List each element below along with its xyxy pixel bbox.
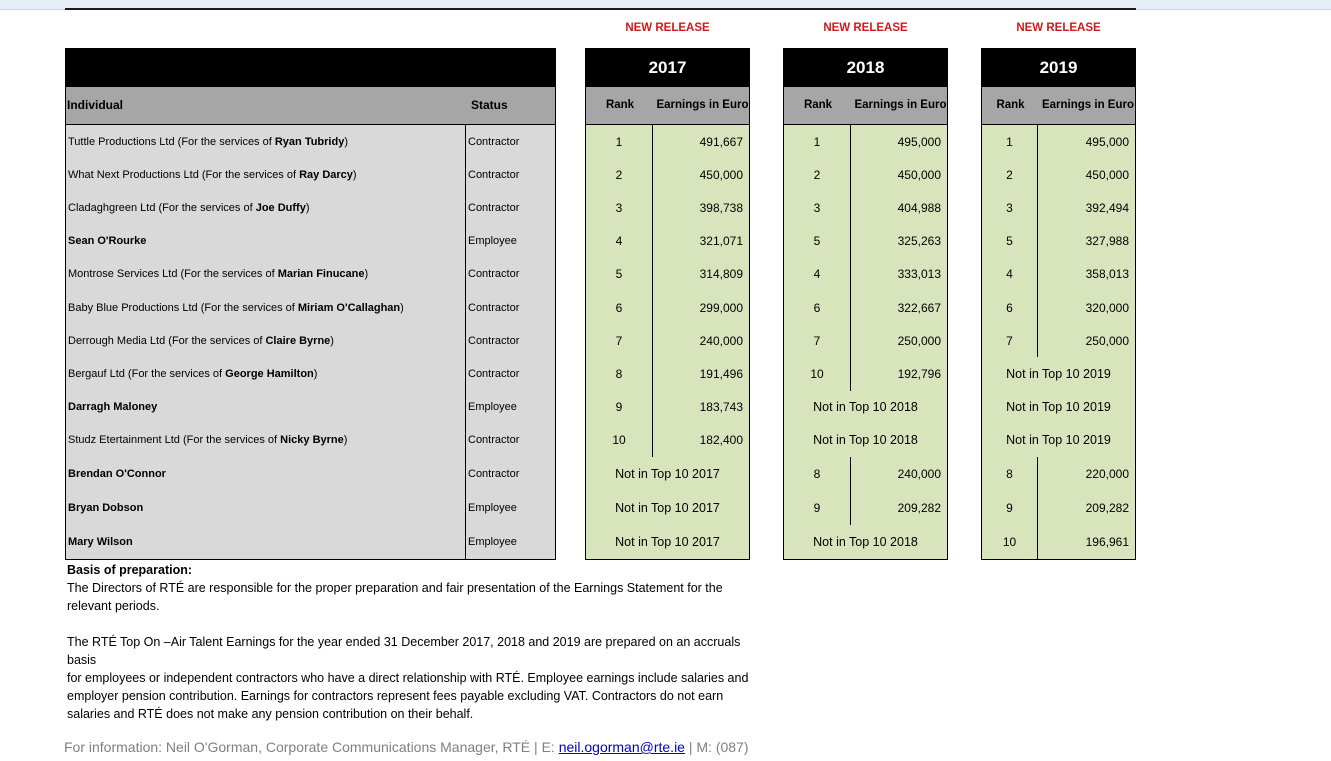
earnings-cell: 495,000 [851,125,948,159]
status-cell: Contractor [466,125,556,159]
individual-cell [65,225,466,259]
rank-cell: 8 [783,457,851,492]
status-cell: Employee [466,391,556,425]
earnings-cell: 392,494 [1038,191,1136,225]
rank-cell: 7 [783,324,851,358]
rank-cell: 5 [783,225,851,259]
footer-prefix: For information: Neil O'Gorman, Corporate Communications Manager, RTÉ | E: [64,739,559,755]
earnings-cell: 321,071 [653,225,750,259]
earnings-cell: 209,282 [1038,491,1136,526]
contact-footer [64,739,749,755]
earnings-cell: 398,738 [653,191,750,225]
individual-cell: Tuttle Productions Ltd (For the services of Ryan Tubridy ) [65,125,466,159]
earnings-cell: 450,000 [653,158,750,192]
individual-cell: Bergauf Ltd (For the services of George Hamilton ) [65,357,466,391]
notes-p2-line1: The RTÉ Top On –Air Talent Earnings for the year ended 31 December 2017, 2018 and 2019 are prepared on an accruals basis [67,635,741,667]
earnings-header: Earnings in Euro [1041,99,1134,111]
individual-cell: Montrose Services Ltd (For the services of Marian Finucane ) [65,258,466,292]
individual-name: Claire Byrne [265,334,331,347]
rank-cell: 1 [783,125,851,159]
individual-cell: Derrough Media Ltd (For the services of Claire Byrne ) [65,324,466,358]
rank-cell: 4 [585,225,653,259]
notes-p2-line2: for employees or independent contractors who have a direct relationship with RTÉ. Employee earnings include salaries and [67,671,749,685]
status-cell: Contractor [466,324,556,358]
earnings-cell: 333,013 [851,258,948,292]
new-release-label: NEW RELEASE [823,22,908,34]
rank-cell: 2 [981,158,1038,192]
status-header: Status [471,98,508,112]
notes-p2-line3: employer pension contribution. Earnings for contractors represent fees payable excluding VAT. Contractors do not earn [67,689,724,703]
earnings-cell: 191,496 [653,357,750,391]
individual-header: Individual [67,98,124,112]
earnings-cell: 250,000 [1038,324,1136,358]
not-in-top10-cell: Not in Top 10 2017 [585,457,750,492]
year-subheader [783,87,948,125]
individual-cell [65,525,466,560]
rank-cell: 4 [783,258,851,292]
individual-name: Mary Wilson [68,536,133,548]
earnings-cell: 327,988 [1038,225,1136,259]
year-subheader [981,87,1136,125]
individual-name: Darragh Maloney [68,401,158,414]
not-in-top10-cell: Not in Top 10 2018 [783,424,948,458]
rank-cell: 3 [981,191,1038,225]
rank-cell: 1 [585,125,653,159]
individual-cell [65,457,466,492]
individual-cell: Cladaghgreen Ltd (For the services of Joe Duffy ) [65,191,466,225]
individual-name: Bryan Dobson [68,502,144,514]
individual-name: Nicky Byrne [280,434,344,447]
status-cell: Employee [466,525,556,560]
rank-cell: 1 [981,125,1038,159]
earnings-cell: 240,000 [653,324,750,358]
individual-cell: Baby Blue Productions Ltd (For the services of Miriam O'Callaghan ) [65,291,466,325]
rank-header: Rank [996,99,1025,111]
not-in-top10-cell: Not in Top 10 2019 [981,424,1136,458]
earnings-cell: 358,013 [1038,258,1136,292]
earnings-cell: 182,400 [653,424,750,458]
earnings-cell: 240,000 [851,457,948,492]
earnings-cell: 183,743 [653,391,750,425]
rank-cell: 6 [783,291,851,325]
rank-cell: 2 [783,158,851,192]
individual-name: Joe Duffy [255,201,306,214]
rank-cell: 9 [981,491,1038,526]
earnings-header: Earnings in Euro [854,99,947,111]
individual-subheader [65,87,556,125]
earnings-cell: 325,263 [851,225,948,259]
status-cell: Contractor [466,191,556,225]
rank-cell: 10 [783,357,851,391]
year-subheader [585,87,750,125]
individual-name: Ryan Tubridy [274,135,345,148]
new-release-label: NEW RELEASE [625,22,710,34]
not-in-top10-cell: Not in Top 10 2018 [783,391,948,425]
rank-cell: 10 [981,525,1038,560]
individual-name: Ray Darcy [299,168,353,181]
individual-cell [65,491,466,526]
basis-of-preparation [67,561,767,723]
notes-p1-line1: The Directors of RTÉ are responsible for the proper preparation and fair presentation of the Earnings Statement for the [67,581,723,595]
notes-heading: Basis of preparation: [67,563,193,577]
rank-cell: 6 [585,291,653,325]
rank-cell: 5 [585,258,653,292]
status-cell: Contractor [466,457,556,492]
year-header-2019: 2019 [981,48,1136,87]
rank-cell: 7 [585,324,653,358]
not-in-top10-cell: Not in Top 10 2017 [585,525,750,560]
new-release-label: NEW RELEASE [1016,22,1101,34]
earnings-cell: 314,809 [653,258,750,292]
rank-cell: 9 [585,391,653,425]
individual-name: Miriam O'Callaghan [297,301,401,314]
not-in-top10-cell: Not in Top 10 2018 [783,525,948,560]
rank-header: Rank [803,99,833,111]
earnings-header: Earnings in Euro [656,99,749,111]
status-cell: Contractor [466,357,556,391]
earnings-cell: 320,000 [1038,291,1136,325]
status-cell: Contractor [466,424,556,458]
year-header-2018: 2018 [783,48,948,87]
rank-cell: 4 [981,258,1038,292]
status-cell: Employee [466,225,556,259]
earnings-cell: 220,000 [1038,457,1136,492]
earnings-cell: 299,000 [653,291,750,325]
status-cell: Contractor [466,158,556,192]
top-rule [65,8,1136,10]
email-link[interactable]: neil.ogorman@rte.ie [558,739,685,755]
rank-cell: 3 [783,191,851,225]
rank-cell: 7 [981,324,1038,358]
individual-name: George Hamilton [225,367,314,380]
individual-name: Marian Finucane [277,268,365,281]
year-header-2017: 2017 [585,48,750,87]
not-in-top10-cell: Not in Top 10 2017 [585,491,750,526]
not-in-top10-cell: Not in Top 10 2019 [981,391,1136,425]
rank-cell: 8 [585,357,653,391]
rank-cell: 6 [981,291,1038,325]
footer-suffix: | M: (087) [684,739,749,755]
individual-cell: Studz Etertainment Ltd (For the services of Nicky Byrne ) [65,424,466,458]
status-cell: Contractor [466,291,556,325]
rank-cell: 9 [783,491,851,526]
notes-p1-line2: relevant periods. [67,599,160,613]
status-cell: Contractor [466,258,556,292]
individual-name: Brendan O'Connor [68,468,166,480]
earnings-cell: 250,000 [851,324,948,358]
individual-cell: What Next Productions Ltd (For the services of Ray Darcy ) [65,158,466,192]
earnings-cell: 491,667 [653,125,750,159]
notes-p2-line4: salaries and RTÉ does not make any pension contribution on their behalf. [67,707,474,721]
earnings-cell: 196,961 [1038,525,1136,560]
earnings-cell: 495,000 [1038,125,1136,159]
individual-cell [65,391,466,425]
rank-header: Rank [605,99,635,111]
rank-cell: 8 [981,457,1038,492]
earnings-cell: 209,282 [851,491,948,526]
rank-cell: 3 [585,191,653,225]
earnings-cell: 322,667 [851,291,948,325]
rank-cell: 5 [981,225,1038,259]
not-in-top10-cell: Not in Top 10 2019 [981,357,1136,391]
rank-cell: 10 [585,424,653,458]
individual-name: Sean O'Rourke [68,235,147,248]
rank-cell: 2 [585,158,653,192]
earnings-cell: 450,000 [1038,158,1136,192]
status-cell: Employee [466,491,556,526]
individual-header-bar [65,48,556,87]
earnings-cell: 192,796 [851,357,948,391]
earnings-cell: 450,000 [851,158,948,192]
earnings-cell: 404,988 [851,191,948,225]
